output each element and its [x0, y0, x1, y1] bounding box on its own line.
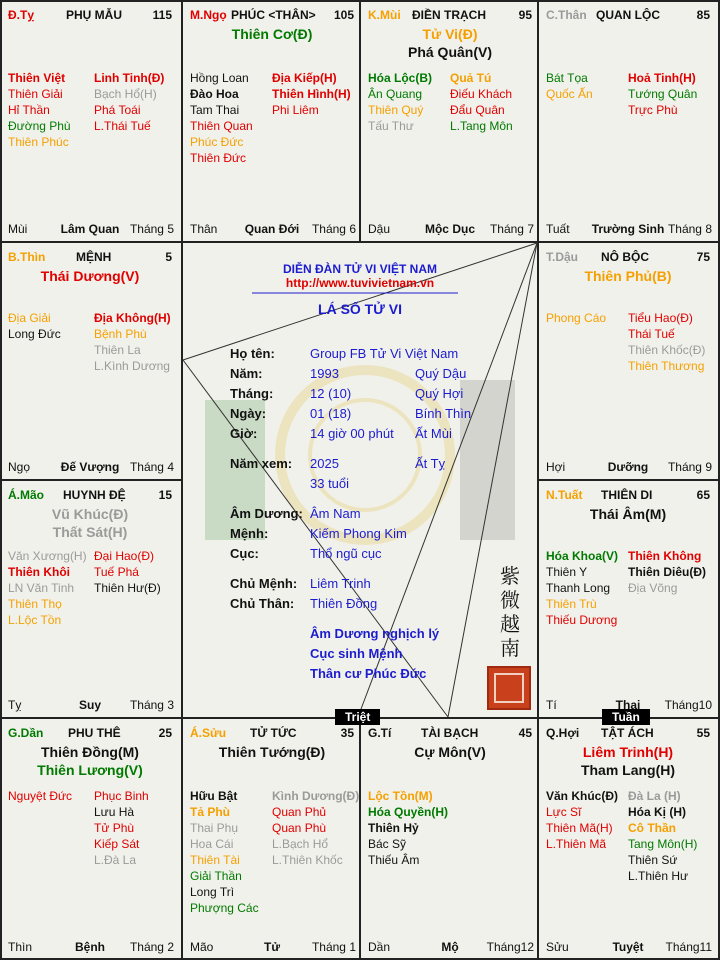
star-item: Thiên Khôi: [8, 565, 70, 579]
vertical-char: 紫: [500, 564, 520, 588]
star-item: Thiên Trù: [546, 597, 597, 611]
info-label: Tháng:: [230, 386, 274, 401]
star-item: Đường Phù: [8, 119, 71, 133]
vertical-text: [497, 564, 523, 660]
info-value: 01 (18): [310, 406, 352, 421]
forum-url[interactable]: http://www.tuvivietnam.vn: [285, 276, 435, 290]
star-item: Đại Hao(Đ): [94, 549, 155, 563]
palace-name: HUYNH ĐỆ: [63, 488, 126, 502]
star-item: Phúc Đức: [190, 135, 244, 149]
main-star: Thiên Phủ(B): [584, 268, 672, 284]
palace-age: 45: [518, 726, 532, 740]
star-item: Đẩu Quân: [450, 103, 505, 117]
palace-footer-stage: Tuyệt: [612, 940, 644, 954]
palace-age: 35: [340, 726, 354, 740]
star-item: Bệnh Phù: [94, 327, 147, 341]
info-value: 1993: [310, 366, 339, 381]
palace-age: 25: [158, 726, 172, 740]
star-item: Văn Khúc(Đ): [546, 789, 618, 803]
star-item: Phượng Các: [190, 901, 259, 915]
star-item: Hóa Quyền(H): [368, 805, 449, 819]
star-list-right: [94, 548, 161, 596]
info-label: Ngày:: [230, 406, 267, 421]
star-list-right: [628, 548, 706, 596]
star-item: Thái Tuế: [628, 327, 675, 341]
palace-footer-month: Tháng12: [486, 940, 534, 954]
palace-ngo: [182, 0, 362, 242]
star-item: Bát Tọa: [546, 71, 588, 85]
star-item: Hóa Lộc(B): [368, 71, 432, 85]
palace-footer-stage: Mộ: [441, 940, 459, 954]
star-item: Tử Phù: [94, 821, 135, 835]
star-list-right: [628, 788, 697, 884]
vertical-char: 越: [500, 612, 520, 636]
star-item: Thiếu Dương: [546, 613, 618, 627]
star-item: Thiên Thương: [628, 359, 705, 373]
palace-name: ĐIỀN TRẠCH: [412, 8, 486, 22]
star-item: Thiếu Âm: [368, 853, 420, 867]
palace-stem: T.Dậu: [546, 250, 579, 264]
star-list-right: [272, 70, 351, 118]
star-item: Quốc Ấn: [546, 87, 593, 101]
star-list-left: [190, 70, 253, 166]
palace-stem: B.Thìn: [8, 250, 46, 264]
palace-name: PHÚC <THÂN>: [231, 8, 316, 22]
star-item: Thiên Quý: [368, 103, 424, 117]
star-item: Thiên Hư(Đ): [94, 581, 161, 595]
main-star: Thiên Lương(V): [37, 762, 143, 778]
seal-inner: [494, 673, 524, 703]
palace-age: 75: [696, 250, 710, 264]
palace-hoi: [538, 718, 718, 960]
palace-footer-stage: Quan Đới: [244, 222, 300, 236]
star-item: Nguyệt Đức: [8, 789, 73, 803]
info-label: Âm Dương:: [230, 506, 303, 521]
palace-footer-month: Tháng11: [665, 940, 712, 954]
star-item: Tướng Quân: [628, 87, 698, 101]
palace-footer-branch: Tuất: [546, 222, 570, 236]
star-item: Hóa Kị (H): [628, 805, 686, 819]
info-value: Kiếm Phong Kim: [310, 526, 407, 541]
info-label: Năm xem:: [230, 456, 293, 471]
info-extra: Ất Mùi: [415, 426, 452, 441]
palace-name: PHU THÊ: [68, 726, 121, 740]
chart-note: Thân cư Phúc Đức: [310, 666, 427, 681]
palace-stem: G.Tí: [368, 726, 392, 740]
star-item: Thiên Quan: [190, 119, 253, 133]
star-item: Đà La (H): [628, 789, 681, 803]
star-item: Ân Quang: [368, 87, 423, 101]
star-item: Lực Sĩ: [546, 805, 582, 819]
star-item: Thiên Mã(H): [546, 821, 613, 835]
palace-footer-month: Tháng 2: [129, 940, 174, 954]
palace-footer-stage: Dưỡng: [607, 460, 649, 474]
star-item: Tiểu Hao(Đ): [628, 311, 693, 325]
star-item: Linh Tinh(Đ): [94, 71, 165, 85]
palace-stem: Á.Sửu: [190, 726, 227, 740]
star-item: L.Tang Môn: [450, 119, 513, 133]
star-item: Quả Tú: [450, 71, 492, 85]
star-item: Phục Binh: [94, 789, 149, 803]
palace-footer-month: Tháng 6: [311, 222, 356, 236]
palace-footer-branch: Sửu: [546, 940, 569, 954]
vertical-char: 南: [500, 636, 520, 660]
star-list-left: [8, 70, 71, 150]
palace-name: PHỤ MẪU: [66, 8, 122, 22]
forum-title: DIỄN ĐÀN TỬ VI VIỆT NAM: [283, 262, 437, 276]
star-item: Hoả Tinh(H): [628, 71, 696, 85]
palace-footer-branch: Dậu: [368, 222, 391, 236]
palace-age: 55: [696, 726, 710, 740]
palace-footer-stage: Bệnh: [75, 940, 105, 954]
palace-stem: G.Dần: [8, 726, 44, 740]
palace-dan: [0, 718, 180, 960]
palace-footer-branch: Mão: [190, 940, 214, 954]
star-list-left: [546, 788, 618, 852]
star-item: Lưu Hà: [94, 805, 135, 819]
star-item: L.Thiên Mã: [546, 837, 607, 851]
palace-footer-month: Tháng 3: [129, 698, 174, 712]
star-item: Thiên Hình(H): [272, 87, 351, 101]
main-star: Thất Sát(H): [52, 524, 128, 540]
palace-footer-stage: Lâm Quan: [60, 222, 120, 236]
palace-ti: [360, 718, 540, 960]
star-list-left: [8, 548, 87, 628]
star-list-left: [8, 788, 72, 804]
star-item: Thiên Khốc(Đ): [628, 343, 706, 357]
palace-age: 105: [333, 8, 354, 22]
star-item: Long Trì: [190, 885, 235, 899]
main-star: Liêm Trinh(H): [582, 744, 674, 760]
star-item: L.Lộc Tồn: [8, 613, 62, 627]
palace-name: NÔ BỘC: [601, 250, 649, 264]
star-item: LN Văn Tinh: [8, 581, 75, 595]
star-item: Hoa Cái: [190, 837, 234, 851]
info-extra: Quý Hợi: [415, 386, 464, 401]
info-value: 14 giờ 00 phút: [310, 426, 394, 441]
palace-name: TÀI BẠCH: [421, 726, 479, 740]
star-list-right: [94, 788, 149, 868]
seal-stamp: [487, 666, 531, 710]
palace-footer-month: Tháng 1: [311, 940, 356, 954]
star-item: Thiên Phúc: [8, 135, 69, 149]
palace-stem: Á.Mão: [8, 488, 44, 502]
chart-title: LÁ SỐ TỬ VI: [318, 301, 402, 317]
palace-stem: N.Tuất: [546, 488, 583, 502]
main-star: Thái Âm(M): [589, 506, 667, 522]
palace-name: THIÊN DI: [601, 488, 653, 502]
star-item: Thiên Không: [628, 549, 702, 563]
info-value: Liêm Trinh: [310, 576, 371, 591]
palace-footer-stage: Suy: [78, 698, 101, 712]
star-item: Quan Phù: [272, 821, 327, 835]
palace-footer-month: Tháng 7: [489, 222, 534, 236]
tuan-tag: Tuần: [602, 709, 650, 725]
palace-age: 115: [152, 8, 172, 22]
star-item: Thiên Giải: [8, 87, 63, 101]
star-item: Hồng Loan: [190, 71, 249, 85]
palace-mao: [0, 480, 180, 718]
info-label: Năm:: [230, 366, 263, 381]
main-star: Thái Dương(V): [40, 268, 140, 284]
star-item: Thiên Y: [546, 565, 588, 579]
star-item: Long Đức: [8, 327, 61, 341]
star-item: Tả Phù: [190, 805, 231, 819]
palace-footer-stage: Thai: [615, 698, 641, 712]
palace-than: [538, 0, 718, 242]
star-list-left: [8, 310, 61, 342]
main-star: Thiên Cơ(Đ): [231, 26, 313, 42]
palace-name: TỬ TỨC: [250, 726, 297, 740]
star-list-left: [546, 548, 618, 628]
palace-footer-branch: Mùi: [8, 222, 28, 236]
star-item: Hữu Bật: [190, 789, 238, 803]
star-item: Thiên Việt: [8, 71, 66, 85]
palace-footer-stage: Trường Sinh: [591, 222, 665, 236]
star-item: Bạch Hổ(H): [94, 87, 157, 101]
palace-tuat: [538, 480, 718, 718]
star-item: Hóa Khoa(V): [546, 549, 618, 563]
star-item: L.Thiên Hư: [628, 869, 689, 883]
star-item: Phá Toái: [94, 103, 141, 117]
info-label: Cục:: [230, 546, 259, 561]
info-value: Thổ ngũ cục: [310, 546, 382, 561]
chart-note: Cục sinh Mệnh: [310, 646, 403, 661]
star-item: Kình Dương(Đ): [272, 789, 360, 803]
star-item: Địa Giải: [8, 311, 51, 325]
info-value: 12 (10): [310, 386, 352, 401]
star-list-right: [272, 788, 359, 868]
palace-stem: M.Ngọ: [190, 8, 227, 22]
info-label: Chủ Thân:: [230, 596, 295, 611]
star-item: Hỉ Thần: [8, 103, 50, 117]
info-value: 2025: [310, 456, 339, 471]
star-item: Kiếp Sát: [94, 837, 140, 851]
info-value: Group FB Tử Vi Việt Nam: [310, 346, 459, 361]
palace-footer-month: Tháng 8: [667, 222, 712, 236]
palace-stem: Đ.Tỵ: [8, 8, 35, 22]
main-star: Thiên Tướng(Đ): [218, 744, 326, 760]
palace-name: QUAN LỘC: [596, 8, 660, 22]
palace-footer-stage: Tử: [263, 940, 281, 954]
star-item: Thai Phụ: [190, 821, 239, 835]
star-item: Tuế Phá: [94, 565, 139, 579]
star-item: Tang Môn(H): [628, 837, 698, 851]
star-list-left: [368, 70, 432, 134]
info-extra: Quý Dậu: [415, 366, 467, 381]
palace-footer-month: Tháng 9: [667, 460, 712, 474]
star-list-right: [628, 310, 705, 374]
palace-name: MỆNH: [76, 250, 112, 264]
star-item: Thiên Đức: [190, 151, 247, 165]
info-value: 33 tuổi: [310, 476, 350, 491]
star-item: Thiên Sứ: [628, 853, 678, 867]
star-list-right: [94, 70, 164, 134]
star-item: Thiên Hỷ: [368, 821, 419, 835]
star-item: Trực Phù: [628, 103, 678, 117]
star-list-right: [628, 70, 697, 118]
palace-name: TẬT ÁCH: [601, 726, 654, 740]
palace-footer-month: Tháng 4: [129, 460, 174, 474]
info-label: Mệnh:: [230, 526, 269, 541]
palace-stem: C.Thân: [546, 8, 587, 22]
star-item: Địa Võng: [628, 581, 678, 595]
palace-footer-stage: Đế Vượng: [60, 460, 120, 474]
chart-note: Âm Dương nghịch lý: [310, 626, 440, 641]
palace-footer-month: Tháng10: [664, 698, 712, 712]
star-item: Tam Thai: [190, 103, 240, 117]
info-label: Họ tên:: [230, 346, 275, 361]
star-list-left: [368, 788, 448, 868]
star-item: Thiên Diêu(Đ): [628, 565, 706, 579]
palace-footer-branch: Thìn: [8, 940, 33, 954]
star-list-right: [94, 310, 171, 374]
star-item: Bác Sỹ: [368, 837, 407, 851]
main-star: Tử Vi(Đ): [422, 26, 478, 42]
star-item: Phong Cáo: [546, 311, 607, 325]
palace-thin: [0, 242, 180, 480]
star-item: Thanh Long: [546, 581, 611, 595]
palace-footer-branch: Ngọ: [8, 460, 31, 474]
star-item: Địa Không(H): [94, 311, 171, 325]
palace-stem: K.Mùi: [368, 8, 401, 22]
star-list-right: [450, 70, 513, 134]
palace-footer-branch: Tỵ: [8, 698, 22, 712]
info-label: Chủ Mệnh:: [230, 576, 298, 591]
star-item: Đào Hoa: [190, 87, 239, 101]
star-list-left: [190, 788, 259, 916]
palace-age: 85: [696, 8, 710, 22]
palace-footer-branch: Thân: [190, 222, 218, 236]
vertical-char: 微: [500, 588, 520, 612]
star-item: Quan Phủ: [272, 805, 327, 819]
star-item: Văn Xương(H): [8, 549, 87, 563]
palace-footer-stage: Mộc Dục: [424, 222, 475, 236]
star-item: Phi Liêm: [272, 103, 319, 117]
info-extra: Ất Tỵ: [415, 456, 446, 471]
info-label: Giờ:: [230, 426, 258, 441]
palace-footer-branch: Tí: [546, 698, 557, 712]
star-item: L.Thái Tuế: [94, 119, 151, 133]
palace-ty: [0, 0, 180, 242]
palace-dau: [538, 242, 718, 480]
main-star: Phá Quân(V): [407, 44, 492, 60]
star-item: Thiên Thọ: [8, 597, 62, 611]
star-list-left: [546, 70, 593, 102]
star-item: Điếu Khách: [450, 87, 513, 101]
star-item: L.Đà La: [94, 853, 137, 867]
palace-age: 65: [696, 488, 710, 502]
star-item: Cô Thần: [628, 821, 676, 835]
palace-stem: Q.Hợi: [546, 726, 580, 740]
star-item: Tấu Thư: [368, 119, 414, 133]
star-item: Địa Kiếp(H): [272, 71, 337, 85]
info-value: Âm Nam: [310, 506, 361, 521]
star-item: Lộc Tồn(M): [368, 789, 433, 803]
palace-suu: [182, 718, 362, 960]
main-star: Tham Lang(H): [580, 762, 676, 778]
palace-mui: [360, 0, 540, 242]
star-item: L.Kình Dương: [94, 359, 170, 373]
triet-tag: Triệt: [335, 709, 380, 725]
star-item: Thiên Tài: [190, 853, 240, 867]
palace-age: 95: [518, 8, 532, 22]
palace-age: 5: [165, 250, 172, 264]
palace-age: 15: [158, 488, 172, 502]
palace-footer-branch: Dần: [368, 940, 391, 954]
star-item: Thiên La: [94, 343, 141, 357]
main-star: Cự Môn(V): [414, 744, 486, 760]
main-star: Vũ Khúc(Đ): [51, 506, 129, 522]
star-item: L.Bạch Hổ: [272, 837, 329, 851]
info-value: Thiên Đồng: [310, 596, 378, 611]
main-star: Thiên Đồng(M): [41, 744, 139, 760]
star-item: Giải Thần: [190, 869, 242, 883]
palace-footer-branch: Hợi: [546, 460, 566, 474]
palace-footer-month: Tháng 5: [129, 222, 174, 236]
star-list-left: [546, 310, 606, 326]
star-item: L.Thiên Khốc: [272, 853, 343, 867]
info-extra: Bính Thìn: [415, 406, 472, 421]
